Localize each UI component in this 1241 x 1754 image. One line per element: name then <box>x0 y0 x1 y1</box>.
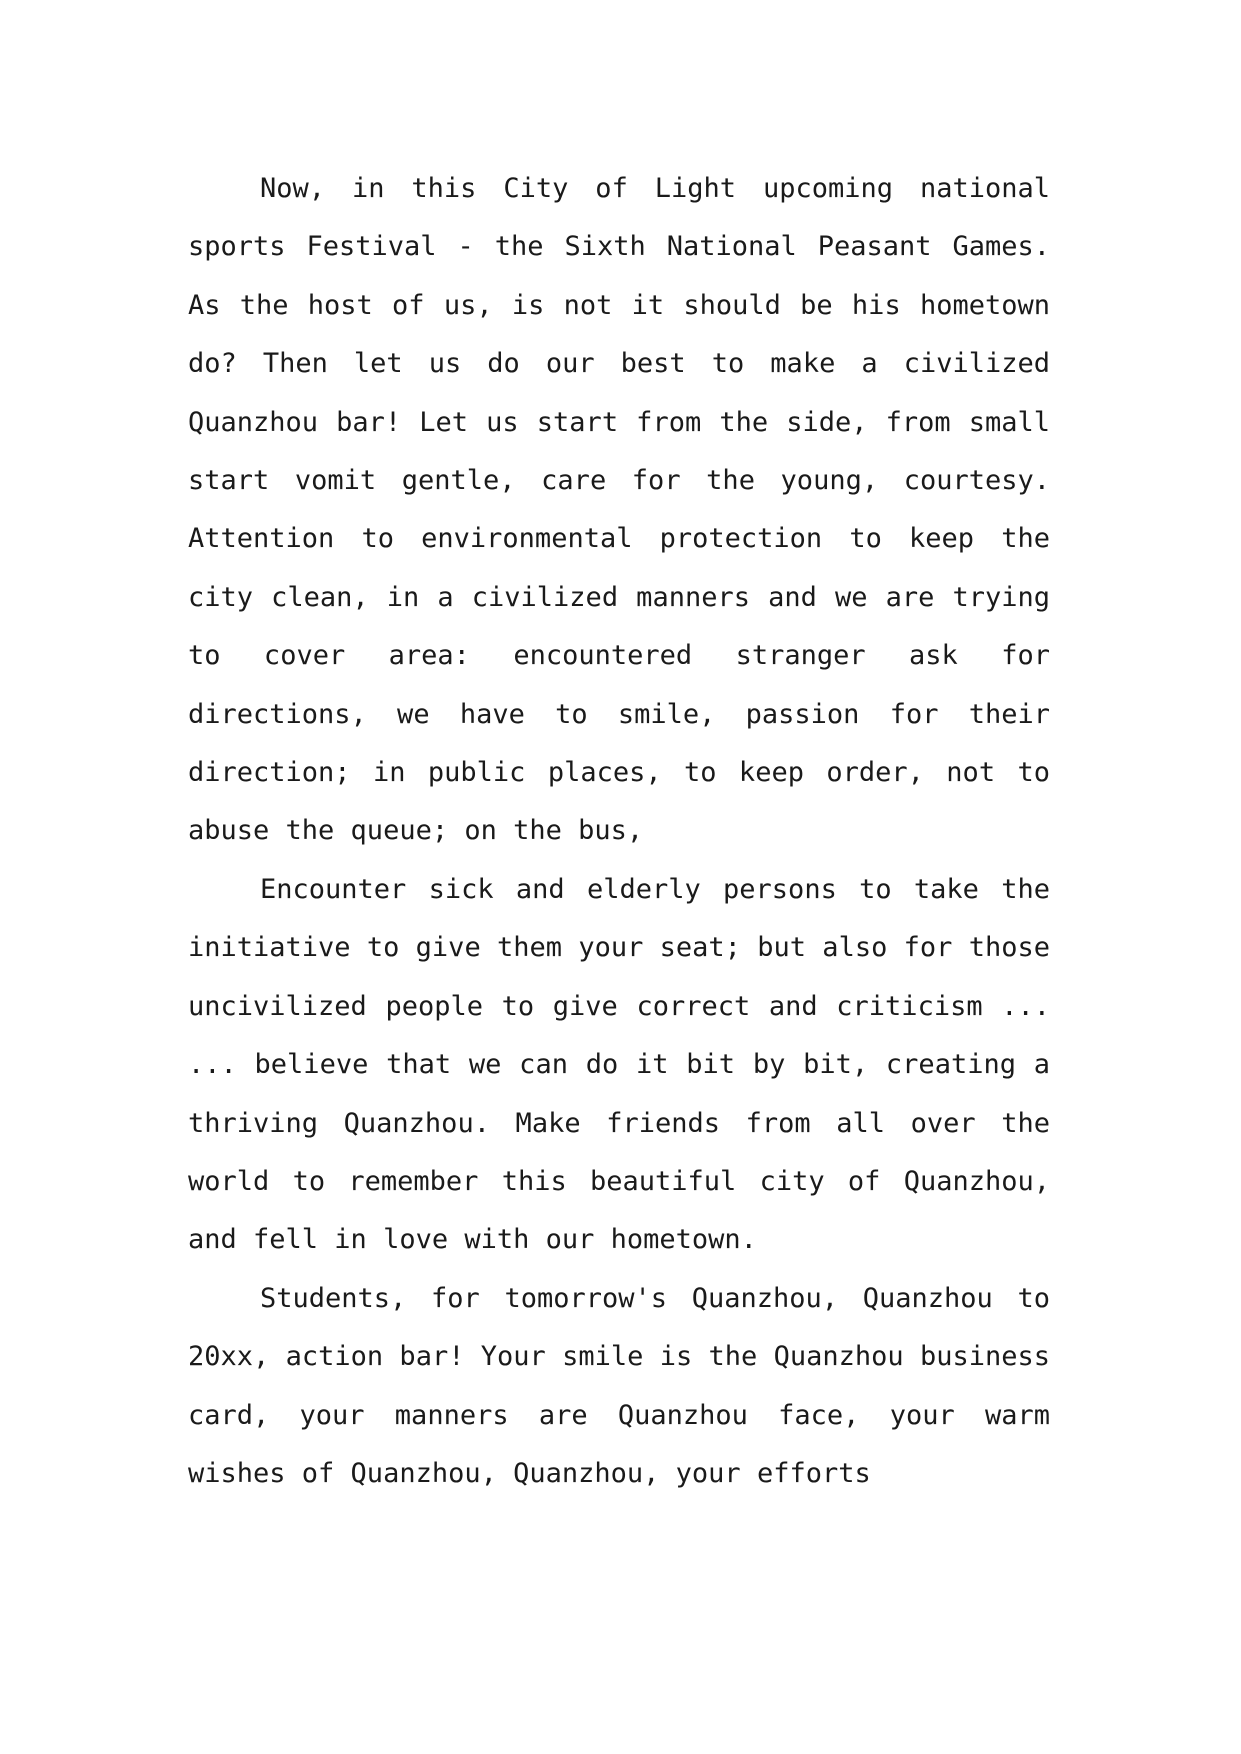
body-text <box>188 160 1050 1503</box>
paragraph-2: Encounter sick and elderly persons to take the initiative to give them your seat; but also for those uncivilized people to give correct and criticism ... ... believe that we can do it bit by bit, creating a thriving Quanzhou. Make friends from all over the world to remember this beautiful city of Quanzhou, and fell in love with our hometown. <box>188 873 1050 1256</box>
paragraph-3: Students, for tomorrow's Quanzhou, Quanzhou to 20xx, action bar! Your smile is the Quanzhou business card, your manners are Quanzhou face, your warm wishes of Quanzhou, Quanzhou, your efforts <box>188 1282 1050 1489</box>
paragraph-1: Now, in this City of Light upcoming national sports Festival - the Sixth National Peasant Games. As the host of us, is not it should be his hometown do? Then let us do our best to make a civilized Quanzhou bar! Let us start from the side, from small start vomit gentle, care for the young, courtesy. Attention to environmental protection to keep the city clean, in a civilized manners and we are trying to cover area: encountered stranger ask for directions, we have to smile, passion for their direction; in public places, to keep order, not to abuse the queue; on the bus, <box>188 173 1050 847</box>
